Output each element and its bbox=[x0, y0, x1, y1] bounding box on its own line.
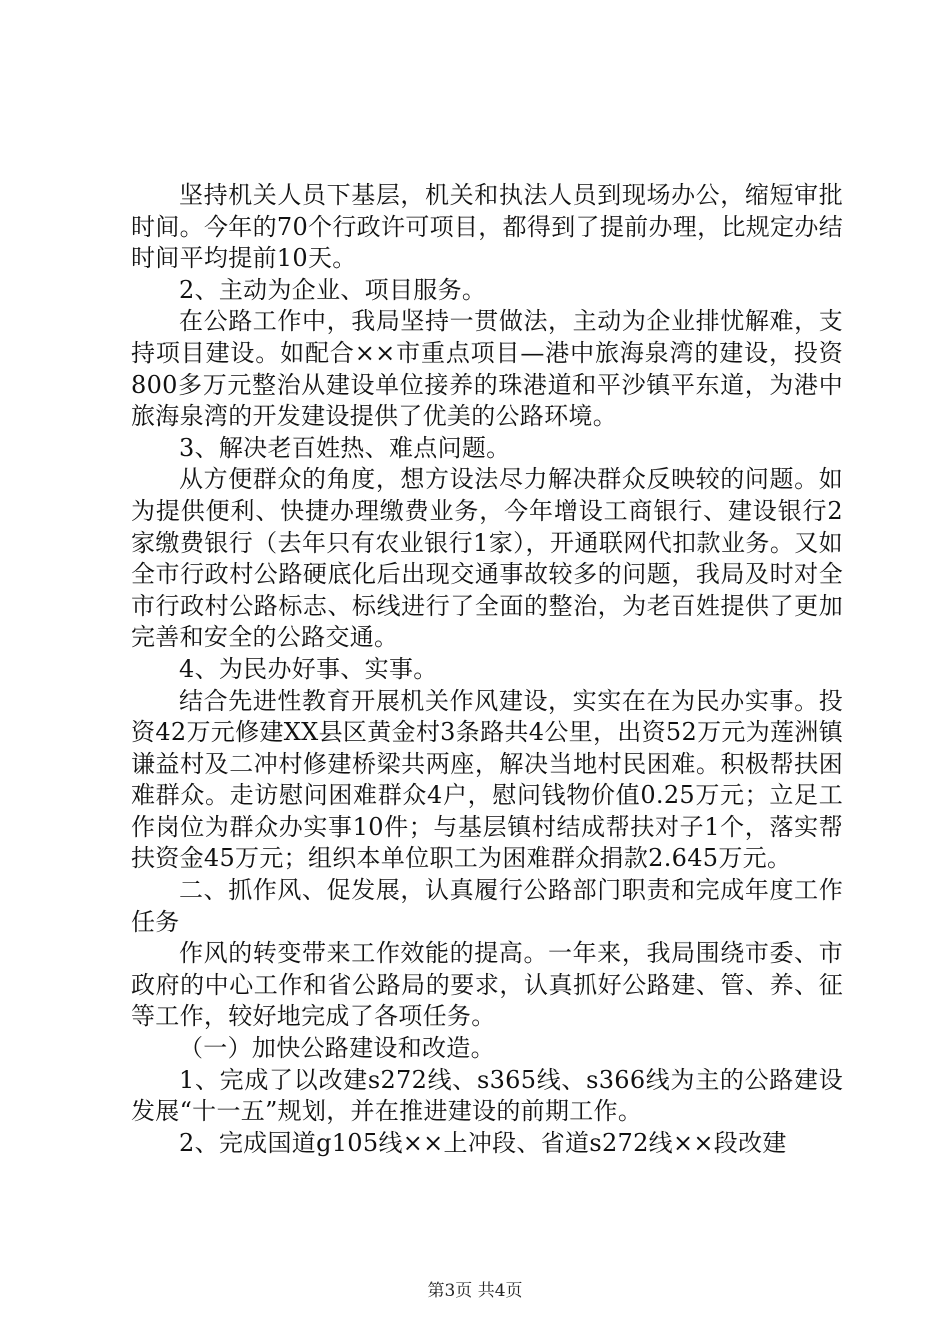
paragraph-work-efficiency: 作风的转变带来工作效能的提高。一年来，我局围绕市委、市政府的中心工作和省公路局的要求，认真抓好公路建、管、养、征等工作，较好地完成了各项任务。 bbox=[131, 939, 843, 1031]
paragraph-approval-time: 坚持机关人员下基层，机关和执法人员到现场办公，缩短审批时间。今年的70个行政许可项目，都得到了提前办理，比规定办结时间平均提前10天。 bbox=[131, 181, 843, 273]
paragraph-national-road: 2、完成国道g105线××上冲段、省道s272线××段改建 bbox=[179, 1128, 787, 1157]
paragraph-highway-work: 在公路工作中，我局坚持一贯做法，主动为企业排忧解难，支持项目建设。如配合××市重点项目—港中旅海泉湾的建设，投资800多万元整治从建设单位接养的珠港道和平沙镇平东道，为港中旅海泉湾的开发建设提供了优美的公路环境。 bbox=[131, 307, 843, 431]
document-body bbox=[131, 180, 843, 1159]
heading-solve-hot-issues: 3、解决老百姓热、难点问题。 bbox=[179, 433, 511, 462]
paragraph-convenience: 从方便群众的角度，想方设法尽力解决群众反映较的问题。如为提供便利、快捷办理缴费业务，今年增设工商银行、建设银行2家缴费银行（去年只有农业银行1家），开通联网代扣款业务。又如全市行政村公路硬底化后出现交通事故较多的问题，我局及时对全市行政村公路标志、标线进行了全面的整治，为老百姓提供了更加完善和安全的公路交通。 bbox=[131, 465, 843, 652]
heading-serve-enterprises: 2、主动为企业、项目服务。 bbox=[179, 275, 487, 304]
heading-section-two: 二、抓作风、促发展，认真履行公路部门职责和完成年度工作任务 bbox=[131, 876, 843, 936]
heading-road-construction: （一）加快公路建设和改造。 bbox=[179, 1034, 495, 1063]
paragraph-plan-complete: 1、完成了以改建s272线、s365线、s366线为主的公路建设发展“十一五”规划，并在推进建设的前期工作。 bbox=[131, 1065, 843, 1126]
heading-good-deeds: 4、为民办好事、实事。 bbox=[179, 654, 438, 683]
page-number: 第3页 共4页 bbox=[427, 1281, 523, 1301]
paragraph-education-work: 结合先进性教育开展机关作风建设，实实在在为民办实事。投资42万元修建XX县区黄金村3条路共4公里，出资52万元为莲洲镇谦益村及二冲村修建桥梁共两座，解决当地村民困难。积极帮扶困难群众。走访慰问困难群众4户，慰问钱物价值0.25万元；立足工作岗位为群众办实事10件；与基层镇村结成帮扶对子1个，落实帮扶资金45万元；组织本单位职工为困难群众捐款2.645万元。 bbox=[131, 686, 843, 873]
